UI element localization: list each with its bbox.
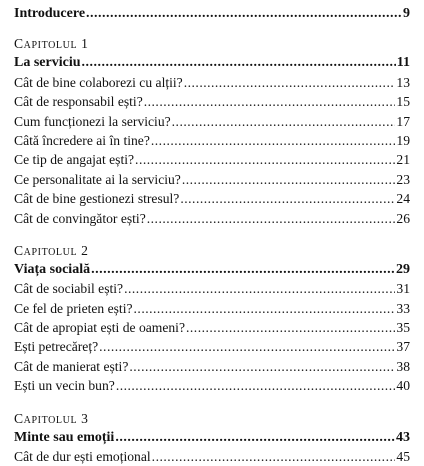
- toc-entry: [14, 73, 410, 92]
- toc-entry: [14, 150, 410, 169]
- entry-page: 23: [396, 171, 410, 187]
- entry-page: 33: [396, 300, 410, 316]
- entry-title: Cât de responsabil ești?: [14, 94, 143, 110]
- chapter-title-row: [14, 428, 410, 447]
- entry-page: 35: [396, 320, 410, 336]
- entry-title: Ești petrecăreț?: [14, 339, 99, 355]
- entry-title: Cât de sociabil ești?: [14, 281, 124, 297]
- toc-entry: [14, 131, 410, 150]
- entry-page: 45: [396, 449, 410, 465]
- dot-leader: [172, 112, 396, 131]
- toc-entry: [14, 318, 410, 337]
- entry-title: Introducere: [14, 6, 86, 21]
- chapter-label: Capitolul 3: [14, 410, 89, 426]
- dot-leader: [147, 209, 396, 228]
- entry-title: Ce personalitate ai la serviciu?: [14, 171, 181, 187]
- toc-entry: [14, 209, 410, 228]
- toc-entry: [14, 337, 410, 356]
- table-of-contents: [14, 4, 410, 466]
- dot-leader: [151, 131, 396, 150]
- entry-title: Cum funcționezi la serviciu?: [14, 113, 171, 129]
- entry-page: 40: [396, 378, 410, 394]
- dot-leader: [82, 53, 396, 72]
- entry-title: Ești un vecin bun?: [14, 378, 115, 394]
- dot-leader: [86, 4, 402, 23]
- entry-page: 9: [403, 6, 410, 21]
- chapter-label: Capitolul 1: [14, 36, 89, 52]
- toc-entry: [14, 299, 410, 318]
- entry-page: 17: [396, 113, 410, 129]
- entry-title: Ce tip de angajat ești?: [14, 152, 135, 168]
- entry-title: Cât de convingător ești?: [14, 210, 146, 226]
- chapter-page: 11: [396, 55, 410, 71]
- toc-entry: [14, 112, 410, 131]
- toc-entry-intro: [14, 4, 410, 23]
- dot-leader: [180, 189, 395, 208]
- dot-leader: [115, 428, 395, 447]
- chapter-title-row: [14, 260, 410, 279]
- entry-page: 24: [396, 191, 410, 207]
- entry-page: 21: [396, 152, 410, 168]
- entry-title: Cât de dur ești emoțional: [14, 449, 151, 465]
- entry-page: 13: [396, 74, 410, 90]
- dot-leader: [99, 337, 395, 356]
- entry-page: 31: [396, 281, 410, 297]
- entry-title: Cât de bine gestionezi stresul?: [14, 191, 180, 207]
- chapter-label: Capitolul 2: [14, 242, 89, 258]
- chapter-title: Viața socială: [14, 261, 91, 277]
- dot-leader: [144, 92, 396, 111]
- chapter-page: 43: [396, 429, 410, 445]
- dot-leader: [129, 357, 395, 376]
- dot-leader: [116, 376, 396, 395]
- entry-page: 26: [396, 210, 410, 226]
- toc-entry: [14, 279, 410, 298]
- dot-leader: [182, 170, 396, 189]
- entry-page: 38: [396, 358, 410, 374]
- toc-entry: [14, 92, 410, 111]
- dot-leader: [91, 260, 395, 279]
- entry-page: 19: [396, 132, 410, 148]
- entry-page: 37: [396, 339, 410, 355]
- entry-page: 15: [396, 94, 410, 110]
- entry-title: Cât de bine colaborezi cu alții?: [14, 74, 183, 90]
- entry-title: Cât de manierat ești?: [14, 358, 129, 374]
- entry-title: Câtă încredere ai în tine?: [14, 132, 150, 148]
- toc-entry: [14, 376, 410, 395]
- toc-entry: [14, 357, 410, 376]
- toc-entry: [14, 189, 410, 208]
- entry-title: Cât de apropiat ești de oameni?: [14, 320, 185, 336]
- dot-leader: [135, 150, 395, 169]
- dot-leader: [124, 279, 395, 298]
- chapter-title-row: [14, 53, 410, 72]
- chapter-title: Minte sau emoții: [14, 429, 115, 445]
- entry-title: Ce fel de prieten ești?: [14, 300, 133, 316]
- chapter-title: La serviciu: [14, 55, 81, 71]
- dot-leader: [186, 318, 395, 337]
- chapter-page: 29: [396, 261, 410, 277]
- dot-leader: [184, 73, 396, 92]
- dot-leader: [134, 299, 396, 318]
- toc-entry: [14, 170, 410, 189]
